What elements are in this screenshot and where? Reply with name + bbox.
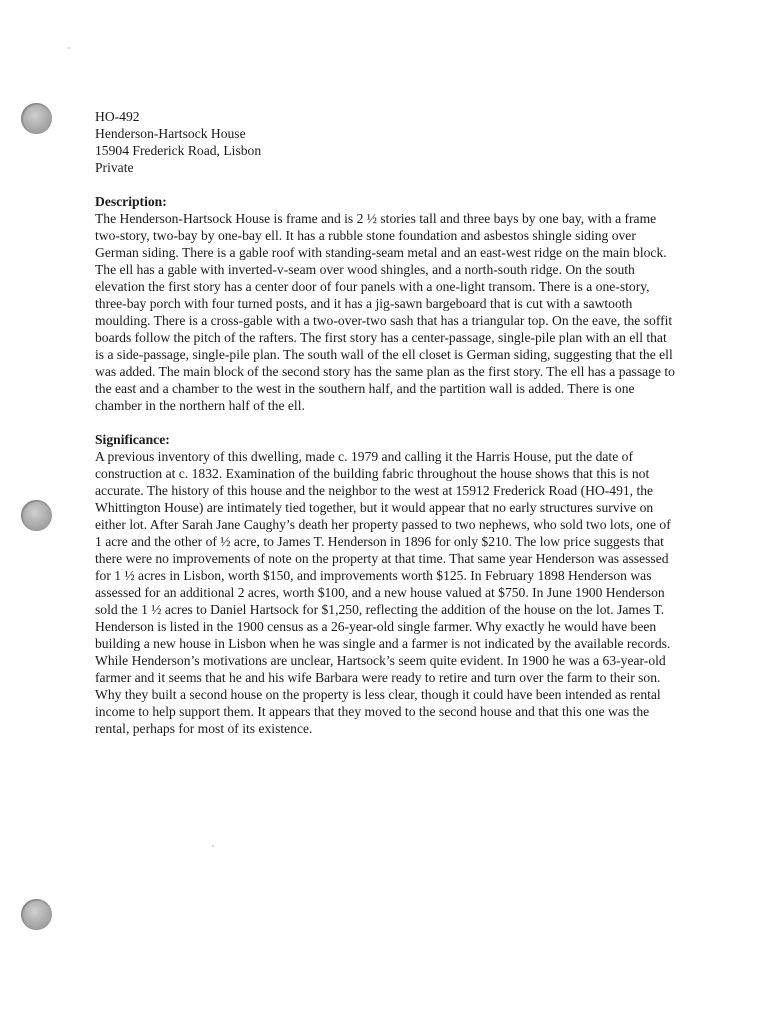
binder-hole-bottom [21, 899, 52, 930]
spacer [95, 414, 675, 431]
spacer [95, 176, 675, 193]
binder-hole-top [21, 103, 52, 134]
record-id: HO-492 [95, 109, 140, 124]
ownership-status: Private [95, 160, 134, 175]
record-header [95, 108, 675, 176]
description-heading: Description: [95, 194, 167, 209]
document-body [95, 108, 675, 737]
scan-speck [212, 845, 214, 847]
property-name: Henderson-Hartsock House [95, 126, 246, 141]
property-address: 15904 Frederick Road, Lisbon [95, 143, 262, 158]
binder-hole-middle [21, 500, 52, 531]
significance-heading: Significance: [95, 432, 170, 447]
significance-text: A previous inventory of this dwelling, made c. 1979 and calling it the Harris House, put the date of construction at c. 1832. Examination of the building fabric throughout the house shows that this is not accurate. The history of this house and the neighbor to the west at 15912 Frederick Road (HO-491, the Whittington House) are intimately tied together, but it would appear that no early structures survive on either lot. After Sarah Jane Caughy’s death her property passed to two nephews, who sold two lots, one of 1 acre and the other of ½ acre, to James T. Henderson in 1896 for only $210. The low price suggests that there were no improvements of note on the property at that time. That same year Henderson was assessed for 1 ½ acres in Lisbon, worth $150, and improvements worth $125. In February 1898 Henderson was assessed for an additional 2 acres, worth $100, and a new house valued at $750. In June 1900 Henderson sold the 1 ½ acres to Daniel Hartsock for $1,250, reflecting the addition of the house on the lot. James T. Henderson is listed in the 1900 census as a 26-year-old single farmer. Why exactly he would have been building a new house in Lisbon when he was single and a farmer is not indicated by the available records. While Henderson’s motivations are unclear, Hartsock’s seem quite evident. In 1900 he was a 63-year-old farmer and it seems that he and his wife Barbara were ready to retire and turn over the farm to their son. Why they built a second house on the property is less clear, though it could have been intended as rental income to help support them. It appears that they moved to the second house and that this one was the rental, perhaps for most of its existence. [95, 449, 671, 736]
description-text: The Henderson-Hartsock House is frame and is 2 ½ stories tall and three bays by one bay, with a frame two-story, two-bay by one-bay ell. It has a rubble stone foundation and asbestos shingle siding over German siding. There is a gable roof with standing-seam metal and an east-west ridge on the main block. The ell has a gable with inverted-v-seam over wood shingles, and a north-south ridge. On the south elevation the first story has a center door of four panels with a one-light transom. There is a one-story, three-bay porch with four turned posts, and it has a jig-sawn bargeboard that is cut with a sawtooth moulding. There is a cross-gable with a two-over-two sash that has a triangular top. On the eave, the soffit boards follow the pitch of the rafters. The first story has a center-passage, single-pile plan with an ell that is a side-passage, single-pile plan. The south wall of the ell closet is German siding, suggesting that the ell was added. The main block of the second story has the same plan as the first story. The ell has a passage to the east and a chamber to the west in the southern half, and the partition wall is added. There is one chamber in the northern half of the ell. [95, 211, 675, 413]
scan-speck [68, 47, 70, 49]
